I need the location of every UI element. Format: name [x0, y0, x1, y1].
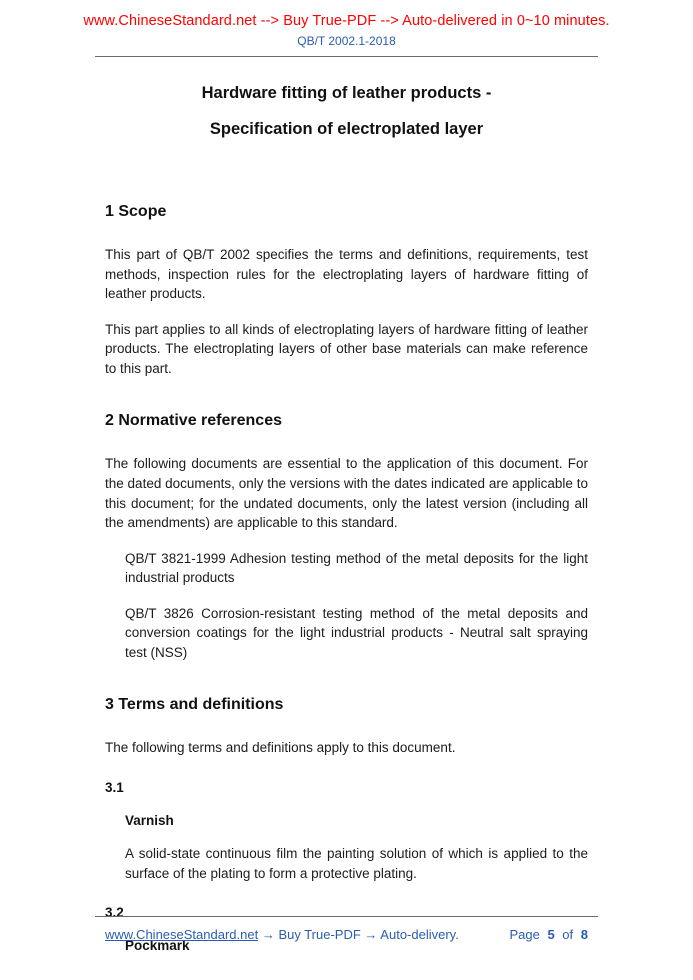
scope-paragraph-2: This part applies to all kinds of electroplating layers of hardware fitting of leather products. The electroplating layers of other base materials can make reference to this part. — [105, 321, 588, 376]
page-current-number: 5 — [547, 927, 555, 942]
page-indicator — [505, 927, 588, 942]
scope-paragraph-1: This part of QB/T 2002 specifies the terms and definitions, requirements, test methods, inspection rules for the electroplating layers of hardware fitting of leather products. — [105, 247, 588, 302]
document-body — [0, 84, 693, 953]
footer-site-link[interactable]: www.ChineseStandard.net — [105, 927, 259, 942]
term-number-3-1: 3.1 — [105, 780, 124, 795]
term-name-varnish: Varnish — [125, 813, 174, 828]
header-divider — [95, 56, 598, 57]
standard-code: QB/T 2002.1-2018 — [297, 34, 396, 48]
footer-promo-text: → Buy True-PDF → Auto-delivery. — [261, 927, 459, 942]
page-label: Page — [509, 927, 540, 942]
normative-intro-paragraph: The following documents are essential to the application of this document. For the dated documents, only the versions with the dates indicated are applicable to this document; for the undated documents, only the latest version (including all the amendments) are applicable to this standard. — [105, 456, 588, 531]
promo-banner: www.ChineseStandard.net --> Buy True-PDF --> Auto-delivered in 0~10 minutes. — [83, 13, 610, 29]
term-number-3-2: 3.2 — [105, 905, 124, 921]
normative-reference-1: QB/T 3821-1999 Adhesion testing method of the metal deposits for the light industrial products — [125, 550, 588, 586]
document-title-line1: Hardware fitting of leather products - — [201, 84, 492, 102]
term-definition-varnish: A solid-state continuous film the painting solution of which is applied to the surface of the plating to form a protective plating. — [125, 846, 588, 881]
document-title-line2: Specification of electroplated layer — [209, 120, 484, 138]
footer-divider — [95, 916, 598, 917]
term-name-pockmark: Pockmark — [125, 938, 190, 954]
page-total-number: 8 — [580, 927, 588, 942]
footer-left — [105, 927, 459, 942]
page-footer — [0, 916, 693, 942]
page-header — [0, 0, 693, 57]
section-heading-scope: 1 Scope — [105, 203, 167, 220]
page-of-label: of — [562, 927, 574, 942]
terms-intro-paragraph: The following terms and definitions apply to this document. — [105, 740, 456, 756]
normative-reference-2: QB/T 3826 Corrosion-resistant testing method of the metal deposits and conversion coatings for the light industrial products - Neutral salt spraying test (NSS) — [125, 605, 588, 660]
section-heading-terms-definitions: 3 Terms and definitions — [105, 696, 284, 714]
section-heading-normative-references: 2 Normative references — [105, 412, 282, 430]
